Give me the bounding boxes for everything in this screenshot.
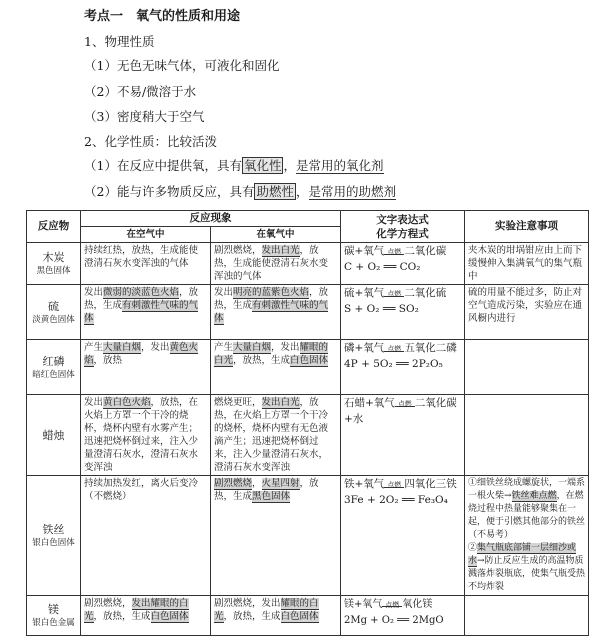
table-row (27, 395, 589, 476)
arrow-condition: 点燃 (384, 245, 404, 260)
phen-highlight: 白色固体 (290, 355, 329, 366)
reactant-state: 暗红色固体 (32, 369, 75, 380)
phen-text: 发出 (84, 287, 104, 298)
word-reactants: 碳+氧气 (344, 245, 385, 257)
header-in-air: 在空气中 (81, 227, 211, 243)
phen-highlight: 大量白烟 (233, 342, 272, 353)
oxygen-phenomenon (211, 476, 341, 596)
reactant-state: 淡黄色固体 (32, 314, 75, 325)
word-reactants: 铁+氧气 (344, 478, 385, 490)
reactant-cell (27, 476, 81, 596)
phen-text: 产生 (84, 342, 104, 353)
reactant-state: 银白色固体 (32, 538, 75, 548)
physical-title: 1、物理性质 (84, 34, 155, 49)
equation-cell (341, 340, 465, 395)
phen-highlight: 发出耀眼的白光 (84, 598, 189, 622)
note-text: ，在燃烧过程中热量能够聚集在一起，便于引燃其他部分的铁丝（不易考） (468, 491, 586, 540)
section-heading: 考点一 氧气的性质和用途 (84, 9, 241, 24)
chemical-equation: 4P + 5O₂ ══ 2P₂O₅ (344, 358, 443, 370)
note-text: ①细铁丝绕成螺旋状，一端系一根火柴→ (468, 478, 586, 501)
phen-text: 燃烧更旺， (214, 397, 262, 408)
word-reactants: 硫+氧气 (344, 287, 385, 299)
chemical-item-1 (84, 156, 384, 174)
word-products: 二氧化硫 (404, 287, 447, 299)
word-products: 氧化镁 (402, 599, 433, 610)
chemical-item-1-sep: ， (283, 158, 296, 173)
phen-highlight: 白色固体 (150, 611, 189, 622)
combustion-keyword: 助燃性 (256, 184, 294, 199)
phen-highlight: 火星四射 (261, 478, 300, 489)
oxygen-phenomenon (211, 340, 341, 395)
physical-item-2: （2）不易/微溶于水 (84, 84, 197, 99)
phen-highlight: 白色固体 (280, 611, 319, 622)
air-phenomenon (81, 340, 211, 395)
header-notes: 实验注意事项 (465, 211, 589, 243)
phen-highlight: 耀眼的白光 (214, 598, 319, 622)
word-equation (344, 396, 461, 427)
oxidant-phrase: 是常用的氧化剂 (296, 158, 384, 173)
phen-text: 剧烈燃烧， (84, 598, 132, 609)
notes-cell (465, 340, 589, 395)
equation-cell (341, 285, 465, 340)
word-reactants: 磷+氧气 (344, 342, 385, 354)
equation-cell (341, 243, 465, 285)
header-phenomenon: 反应现象 (81, 211, 341, 227)
header-equation: 文字表达式 化学方程式 (341, 211, 465, 243)
table-row (27, 285, 589, 340)
air-phenomenon (81, 395, 211, 476)
phen-highlight: 耀眼的白光 (214, 342, 329, 366)
notes-cell (465, 596, 589, 636)
word-products: 二氧化碳+水 (344, 397, 457, 425)
note-text: →防止反应生成的高温物质溅落炸裂瓶底，使集气瓶受热不均炸裂 (468, 556, 586, 592)
reactant-cell (27, 596, 81, 636)
notes-cell (465, 395, 589, 476)
phen-highlight: 剧烈燃烧 (214, 478, 253, 489)
phen-text: 剧烈燃烧，发出 (214, 598, 281, 609)
phen-text: ，发出 (141, 342, 170, 353)
air-phenomenon: 持续加热发红，离火后变冷（不燃烧） (81, 476, 211, 596)
notes-cell: 夹木炭的坩埚钳应由上而下缓慢伸入集满氧气的集气瓶中 (465, 243, 589, 285)
phen-highlight: 黄色火焰 (84, 342, 199, 366)
word-equation (344, 477, 461, 493)
word-reactants: 石蜡+氧气 (344, 397, 395, 409)
oxygen-phenomenon (211, 243, 341, 285)
phen-text: 发出 (214, 287, 234, 298)
phen-text: ，放热，生成 (214, 287, 329, 311)
equation-cell (341, 596, 465, 636)
phen-text: ，放热，生成 (93, 611, 151, 622)
arrow-condition: 点燃 (395, 397, 415, 412)
phen-text: 产生 (214, 342, 234, 353)
phen-highlight: 大量白烟 (103, 342, 142, 353)
reactant-state: 黑色固体 (36, 266, 71, 276)
word-equation (344, 597, 461, 613)
chemical-equation: S + O₂ ══ SO₂ (344, 303, 419, 315)
word-products: 四氧化三铁 (404, 478, 457, 490)
phen-text: ，放热，在火焰上方罩一个干冷的烧杯，烧杯内壁有水雾产生；迅速把烧杯倒过来，注入少量澄清石灰水，澄清石灰水变浑浊 (84, 397, 199, 473)
phen-highlight: 有刺激性气味的气体 (84, 300, 199, 324)
reactant-cell (27, 395, 81, 476)
reactant-cell (27, 243, 81, 285)
word-products: 五氧化二磷 (404, 342, 457, 354)
reactant-name: 红磷 (42, 354, 65, 368)
word-equation (344, 341, 461, 357)
phen-text: 剧烈燃烧， (214, 245, 262, 256)
notes-cell: 硫的用量不能过多，防止对空气造成污染，实验应在通风橱内进行 (465, 285, 589, 340)
air-phenomenon (81, 285, 211, 340)
phen-text: ，放热，生成 (214, 478, 319, 502)
phen-highlight: 有刺激性气味的气体 (214, 300, 329, 324)
chemical-equation: 3Fe + 2O₂ ══ Fe₃O₄ (344, 494, 448, 506)
phen-highlight: 黄白色火焰 (103, 397, 151, 408)
header-in-oxygen: 在氧气中 (211, 227, 341, 243)
word-equation (344, 244, 461, 260)
chemical-equation: C + O₂ ══ CO₂ (344, 261, 421, 273)
arrow-condition: 点燃 (384, 342, 404, 357)
table-row (27, 243, 589, 285)
chemical-item-2-text: （2）能与许多物质反应，具有 (84, 184, 255, 199)
phen-highlight: 发出白光 (261, 245, 300, 256)
arrow-condition: 点燃 (382, 597, 402, 613)
chemical-title: 2、化学性质：比较活泼 (84, 134, 217, 149)
physical-item-1: （1）无色无味气体，可液化和固化 (84, 58, 280, 73)
chemical-item-2-sep: ， (295, 184, 309, 199)
reactant-name: 镁 (48, 603, 59, 616)
equation-cell (341, 395, 465, 476)
word-equation (344, 286, 461, 302)
phen-text: ，放热，生成 (233, 355, 291, 366)
chemical-item-2 (84, 182, 396, 200)
reactant-name: 铁丝 (42, 523, 65, 536)
note-text: ② (468, 543, 478, 553)
phen-highlight: 明亮的蓝紫色火焰 (233, 287, 310, 298)
arrow-condition: 点燃 (384, 478, 404, 493)
chemical-item-1-text: （1）在反应中提供氧，具有 (84, 158, 242, 173)
table-row (27, 476, 589, 596)
phen-text: ，放热，生成能使澄清石灰水变浑浊的气体 (214, 245, 329, 282)
reactant-name: 木炭 (42, 251, 65, 264)
word-reactants: 镁+氧气 (344, 599, 383, 610)
table-row (27, 596, 589, 636)
reactant-cell (27, 340, 81, 395)
note-highlight: 铁丝难点燃 (511, 491, 557, 501)
phen-text: ，放热，生成 (223, 611, 281, 622)
chemical-equation: 2Mg + O₂ ══ 2MgO (344, 615, 444, 626)
equation-cell (341, 476, 465, 596)
phen-text: ，放热 (93, 355, 123, 366)
oxygen-reactions-table (26, 210, 589, 636)
reactant-name: 硫 (48, 299, 59, 313)
combustion-phrase: 是常用的助燃剂 (308, 184, 397, 199)
phen-text: 发出 (84, 397, 104, 408)
air-phenomenon: 持续红热，放热，生成能使澄清石灰水变浑浊的气体 (81, 243, 211, 285)
phen-highlight: 发出白光 (261, 397, 300, 408)
phen-highlight: 黑色固体 (252, 491, 291, 502)
reactant-state: 银白色金属 (32, 618, 75, 628)
reactant-cell (27, 285, 81, 340)
arrow-condition: 点燃 (384, 287, 404, 302)
reactant-name: 蜡烛 (42, 428, 65, 442)
phen-highlight: 微弱的淡蓝色火焰 (103, 287, 180, 298)
oxidizing-keyword: 氧化性 (243, 158, 282, 173)
oxygen-phenomenon (211, 285, 341, 340)
phen-text: ， (252, 478, 262, 489)
oxygen-phenomenon (211, 395, 341, 476)
phen-text: ，放热，生成 (84, 287, 199, 311)
table-row (27, 340, 589, 395)
phen-text: ，放热，在火焰上方罩一个干冷的烧杯，烧杯内壁有无色液滴产生；迅速把烧杯倒过来，注入少量澄清石灰水，澄清石灰水变浑浊 (214, 397, 329, 473)
air-phenomenon (81, 596, 211, 636)
notes-cell (465, 476, 589, 596)
physical-item-3: （3）密度稍大于空气 (84, 109, 205, 124)
phen-text: ，发出 (271, 342, 300, 353)
oxygen-phenomenon (211, 596, 341, 636)
header-reactant: 反应物 (27, 211, 81, 243)
word-products: 二氧化碳 (404, 245, 447, 257)
note-highlight: 集气瓶底部铺一层细沙或水 (468, 543, 577, 566)
